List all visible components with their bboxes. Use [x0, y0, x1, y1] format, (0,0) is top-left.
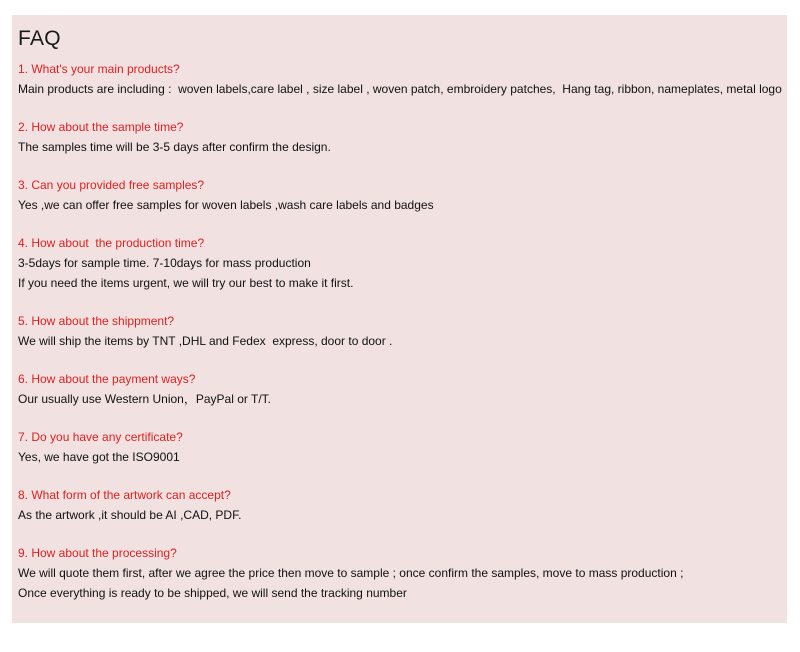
faq-item-7 — [18, 427, 787, 467]
faq-answer: 3-5days for sample time. 7-10days for mass production — [18, 256, 311, 270]
faq-question: 5. How about the shippment? — [18, 314, 175, 328]
faq-question: 6. How about the payment ways? — [18, 372, 196, 386]
page-title: FAQ — [18, 27, 61, 50]
faq-answer: The samples time will be 3-5 days after confirm the design. — [18, 140, 331, 154]
faq-question: 3. Can you provided free samples? — [18, 178, 205, 192]
faq-question: 1. What's your main products? — [18, 62, 180, 76]
faq-answer: Yes ,we can offer free samples for woven labels ,wash care labels and badges — [18, 198, 434, 212]
faq-question: 2. How about the sample time? — [18, 120, 184, 134]
faq-item-9 — [18, 543, 787, 603]
faq-question: 7. Do you have any certificate? — [18, 430, 183, 444]
faq-answer: As the artwork ,it should be AI ,CAD, PDF. — [18, 508, 242, 522]
faq-answer: We will quote them first, after we agree the price then move to sample ; once confirm the samples, move to mass production ; — [18, 566, 684, 580]
faq-question: 8. What form of the artwork can accept? — [18, 488, 231, 502]
faq-item-2 — [18, 117, 787, 157]
faq-item-4 — [18, 233, 787, 293]
faq-answer: Main products are including : woven labels,care label , size label , woven patch, embroidery patches, Hang tag, ribbon, nameplates, metal logo — [18, 82, 782, 96]
faq-item-8 — [18, 485, 787, 525]
faq-answer: Yes, we have got the ISO9001 — [18, 450, 180, 464]
faq-answer: If you need the items urgent, we will try our best to make it first. — [18, 276, 354, 290]
faq-question: 9. How about the processing? — [18, 546, 177, 560]
faq-item-1 — [18, 59, 787, 99]
faq-panel — [12, 15, 787, 623]
faq-answer: Our usually use Western Union，PayPal or T/T. — [18, 392, 271, 406]
faq-answer: Once everything is ready to be shipped, we will send the tracking number — [18, 586, 407, 600]
faq-item-3 — [18, 175, 787, 215]
faq-question: 4. How about the production time? — [18, 236, 205, 250]
faq-answer: We will ship the items by TNT ,DHL and Fedex express, door to door . — [18, 334, 393, 348]
faq-item-6 — [18, 369, 787, 409]
faq-item-5 — [18, 311, 787, 351]
